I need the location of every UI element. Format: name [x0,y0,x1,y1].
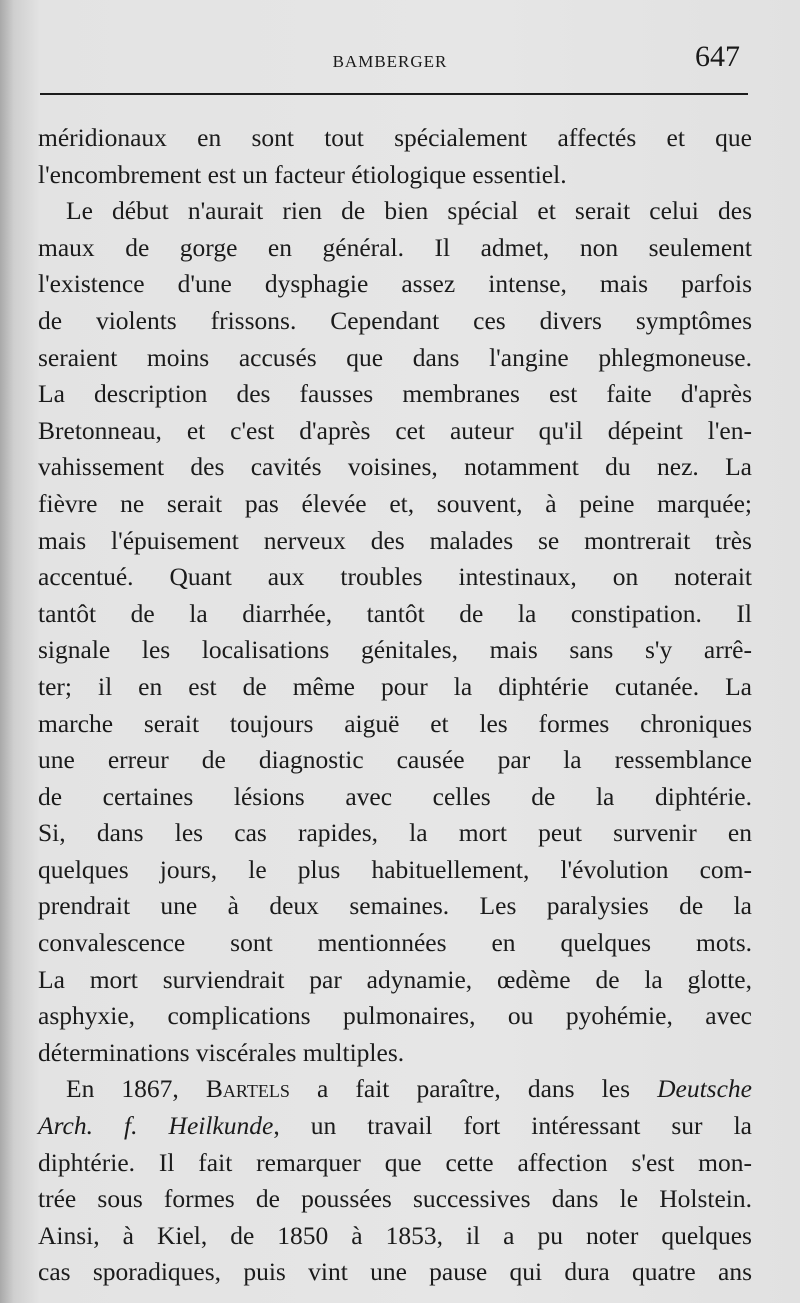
text-line: fièvre ne serait pas élevée et, souvent, à peine marquée; [38,488,752,518]
body-text [38,120,752,1291]
text-line: La description des fausses membranes est faite d'après [38,379,752,409]
text-line: accentué. Quant aux troubles intestinaux, on noterait [38,562,752,592]
text-line: de violents frissons. Cependant ces divers symptômes [38,305,752,335]
paragraph-line [38,1108,752,1145]
text-line: seraient moins accusés que dans l'angine phlegmoneuse. [38,342,752,372]
text-run: a fait paraître, dans les [289,1074,658,1104]
text-line: La mort surviendrait par adynamie, œdème de la glotte, [38,964,752,994]
text-line: vahissement des cavités voisines, notamment du nez. La [38,452,752,482]
text-line: diphtérie. Il fait remarquer que cette affection s'est mon- [38,1147,752,1177]
text-line: tantôt de la diarrhée, tantôt de la constipation. Il [38,598,752,628]
text-line: l'existence d'une dysphagie assez intense, mais parfois [38,269,752,299]
text-run: , un travail fort intéressant sur la [273,1111,752,1141]
text-line: Ainsi, à Kiel, de 1850 à 1853, il a pu noter quelques [38,1220,752,1250]
text-line: une erreur de diagnostic causée par la ressemblance [38,745,752,775]
text-line: asphyxie, complications pulmonaires, ou pyohémie, avec [38,1001,752,1031]
text-line: de certaines lésions avec celles de la diphtérie. [38,781,752,811]
text-line: maux de gorge en général. Il admet, non seulement [38,232,752,262]
journal-title: Arch. f. Heilkunde [38,1111,274,1141]
paragraph-line [38,1071,752,1108]
text-line: trée sous formes de poussées successives dans le Holstein. [38,1184,752,1214]
text-line: Le début n'aurait rien de bien spécial et serait celui des [66,196,752,226]
text-line: Si, dans les cas rapides, la mort peut survenir en [38,818,752,848]
text-line: convalescence sont mentionnées en quelques mots. [38,928,752,958]
running-title: BAMBERGER [332,52,448,71]
text-line: ter; il en est de même pour la diphtérie cutanée. La [38,671,752,701]
text-line: mais l'épuisement nerveux des malades se montrerait très [38,525,752,555]
text-line: l'encombrement est un facteur étiologique essentiel. [38,159,567,189]
journal-title: Deutsche [657,1074,752,1104]
text-line: prendrait une à deux semaines. Les paralysies de la [38,891,752,921]
text-line: cas sporadiques, puis vint une pause qui dura quatre ans [38,1257,752,1287]
text-run: En 1867, [66,1074,206,1104]
text-line: marche serait toujours aiguë et les formes chroniques [38,708,752,738]
text-line: déterminations viscérales multiples. [38,1037,405,1067]
text-line: quelques jours, le plus habituellement, l'évolution com- [38,854,752,884]
page-header [40,38,740,78]
page-number: 647 [695,40,740,73]
text-line: Bretonneau, et c'est d'après cet auteur qu'il dépeint l'en- [38,415,752,445]
text-line: méridionaux en sont tout spécialement affectés et que [38,123,752,152]
author-name: Bartels [205,1074,290,1104]
header-rule [40,93,748,95]
text-line: signale les localisations génitales, mais sans s'y arrê- [38,635,752,665]
